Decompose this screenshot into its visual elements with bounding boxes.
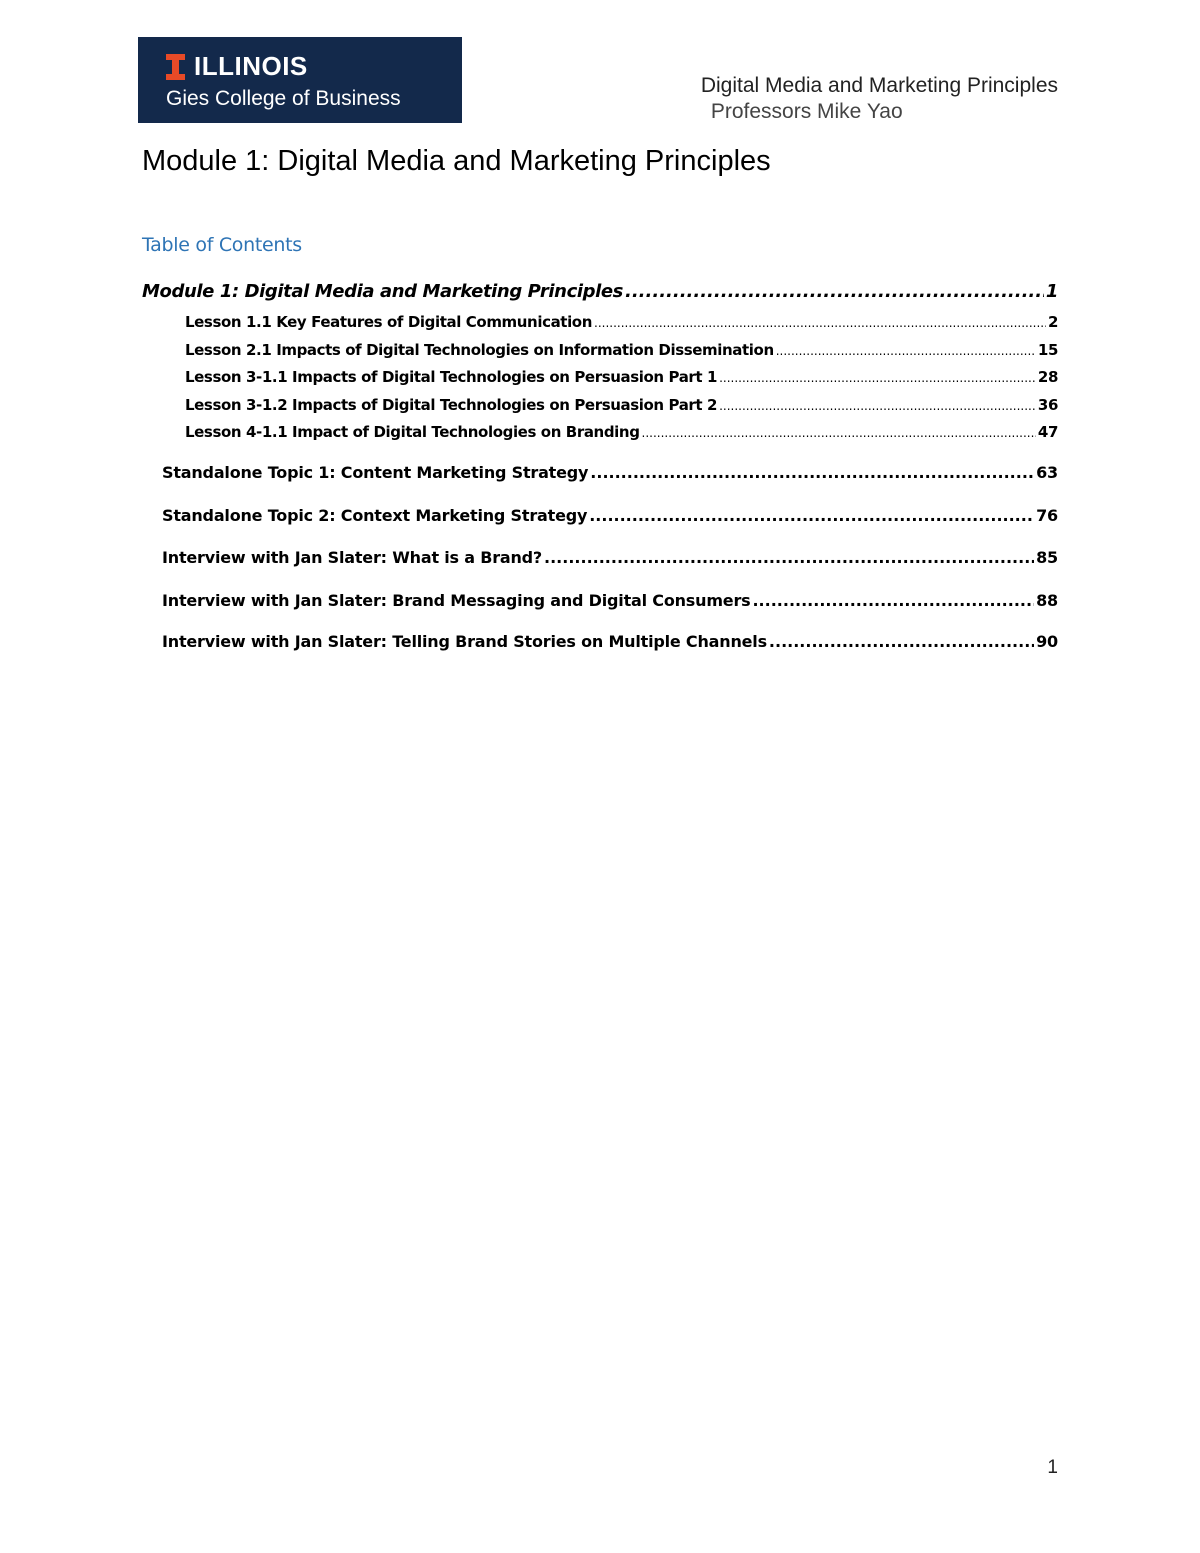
toc-entry-lesson[interactable] (185, 339, 1058, 362)
toc-entry-label: Interview with Jan Slater: What is a Brand? (162, 548, 543, 567)
toc-entry-page: 85 (1036, 548, 1058, 567)
toc-leader-dots (590, 461, 1034, 485)
running-header (701, 73, 1058, 125)
toc-entry-label: Lesson 1.1 Key Features of Digital Communication (185, 313, 592, 331)
toc-entry-topic[interactable] (162, 630, 1058, 654)
logo-title: ILLINOIS (194, 51, 308, 81)
toc-entry-page: 36 (1037, 396, 1058, 414)
toc-entry-label: Module 1: Digital Media and Marketing Principles (142, 281, 623, 302)
toc-entry-lesson[interactable] (185, 311, 1058, 334)
toc-entry-page: 63 (1036, 463, 1058, 482)
toc-leader-dots (642, 422, 1036, 444)
toc-leader-dots (544, 546, 1034, 570)
header-course-title: Digital Media and Marketing Principles (700, 74, 1058, 97)
toc-leader-dots (719, 395, 1036, 417)
logo-subtitle: Gies College of Business (166, 87, 401, 110)
toc-entry-label: Lesson 4-1.1 Impact of Digital Technologies on Branding (185, 423, 640, 441)
toc-entry-page: 2 (1047, 313, 1058, 331)
toc-entry-label: Lesson 3-1.2 Impacts of Digital Technologies on Persuasion Part 2 (185, 396, 718, 414)
toc-entry-page: 76 (1036, 506, 1058, 525)
toc-entry-label: Lesson 2.1 Impacts of Digital Technologies on Information Dissemination (185, 341, 774, 359)
header-professors: Professors Mike Yao (710, 100, 903, 123)
toc-entry-topic[interactable] (162, 546, 1058, 570)
toc-entry-page: 90 (1036, 632, 1058, 651)
toc-leader-dots (589, 504, 1034, 528)
toc-entry-page: 1 (1045, 281, 1058, 302)
toc-leader-dots (776, 340, 1036, 362)
block-i-icon (166, 54, 185, 80)
toc-entry-label: Interview with Jan Slater: Brand Messaging and Digital Consumers (162, 591, 751, 610)
toc-entry-page: 28 (1037, 368, 1058, 386)
toc-entry-label: Standalone Topic 1: Content Marketing Strategy (162, 463, 589, 482)
toc-entry-lesson[interactable] (185, 394, 1058, 417)
toc-entry-page: 47 (1037, 423, 1058, 441)
toc-leader-dots (752, 589, 1034, 613)
toc-leader-dots (719, 367, 1036, 389)
illinois-gies-logo (138, 37, 462, 123)
toc-entry-topic[interactable] (162, 461, 1058, 485)
toc-entry-page: 15 (1037, 341, 1058, 359)
toc-entry-page: 88 (1036, 591, 1058, 610)
toc-heading: Table of Contents (142, 234, 302, 256)
toc-entry-topic[interactable] (162, 504, 1058, 528)
toc-entry-module-1[interactable] (142, 278, 1058, 306)
toc-entry-label: Lesson 3-1.1 Impacts of Digital Technologies on Persuasion Part 1 (185, 368, 718, 386)
toc-leader-dots (769, 630, 1034, 654)
toc-leader-dots (625, 278, 1044, 306)
document-title: Module 1: Digital Media and Marketing Principles (142, 145, 771, 177)
toc-entry-lesson[interactable] (185, 421, 1058, 444)
toc-entry-label: Interview with Jan Slater: Telling Brand Stories on Multiple Channels (162, 632, 767, 651)
toc-entry-topic[interactable] (162, 589, 1058, 613)
toc-entry-lesson[interactable] (185, 366, 1058, 389)
toc-leader-dots (594, 312, 1046, 334)
toc-entry-label: Standalone Topic 2: Context Marketing Strategy (162, 506, 588, 525)
page-number: 1 (1047, 1457, 1058, 1478)
